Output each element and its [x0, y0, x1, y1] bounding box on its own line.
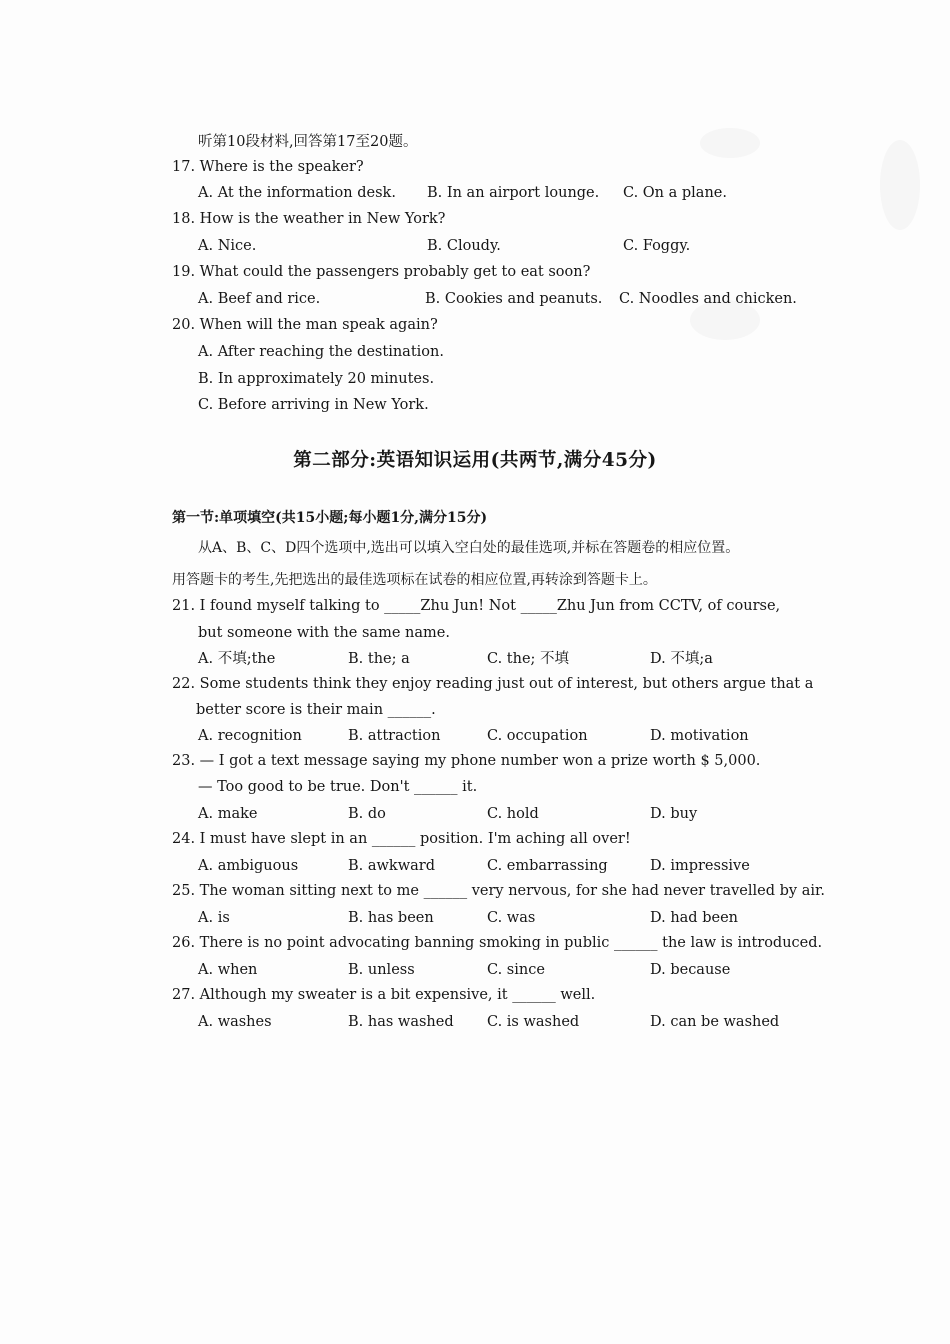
question-stem: 22. Some students think they enjoy reading just out of interest, but others argue that a	[172, 676, 814, 692]
option: D. buy	[650, 806, 698, 822]
section-title: 第一节:单项填空(共15小题;每小题1分,满分15分)	[172, 510, 488, 526]
instructions-line: 从A、B、C、D四个选项中,选出可以填入空白处的最佳选项,并标在答题卷的相应位置。	[198, 540, 740, 556]
question-stem: — Too good to be true. Don't ______ it.	[198, 779, 478, 795]
question-stem: 26. There is no point advocating banning smoking in public ______ the law is introduced.	[172, 935, 823, 951]
option: D. motivation	[650, 728, 749, 744]
option: B. In an airport lounge.	[427, 185, 600, 201]
option: C. On a plane.	[623, 185, 727, 201]
listening-intro: 听第10段材料,回答第17至20题。	[198, 134, 418, 150]
option: A. Beef and rice.	[198, 291, 321, 307]
question-stem: 17. Where is the speaker?	[172, 159, 364, 175]
option: B. Cloudy.	[427, 238, 501, 254]
question-stem: but someone with the same name.	[198, 625, 450, 641]
option: A. when	[198, 962, 258, 978]
question-stem: 18. How is the weather in New York?	[172, 211, 446, 227]
option: A. After reaching the destination.	[198, 344, 444, 360]
option: B. attraction	[348, 728, 441, 744]
option: D. because	[650, 962, 731, 978]
instructions-line: 用答题卡的考生,先把选出的最佳选项标在试卷的相应位置,再转涂到答题卡上。	[172, 572, 657, 588]
option: A. Nice.	[198, 238, 257, 254]
option: C. was	[487, 910, 536, 926]
question-stem: better score is their main ______.	[196, 702, 436, 718]
option: B. unless	[348, 962, 415, 978]
question-stem: 19. What could the passengers probably get to eat soon?	[172, 264, 591, 280]
question-stem: 21. I found myself talking to _____Zhu Jun! Not _____Zhu Jun from CCTV, of course,	[172, 598, 781, 614]
part-title: 第二部分:英语知识运用(共两节,满分45分)	[293, 450, 657, 471]
question-stem: 24. I must have slept in an ______ position. I'm aching all over!	[172, 831, 631, 847]
option: D. impressive	[650, 858, 750, 874]
option: C. occupation	[487, 728, 588, 744]
option: B. has washed	[348, 1014, 454, 1030]
option: C. Foggy.	[623, 238, 691, 254]
scan-noise	[880, 140, 920, 230]
option: C. is washed	[487, 1014, 580, 1030]
option: B. awkward	[348, 858, 435, 874]
option: D. 不填;a	[650, 651, 713, 667]
option: B. Cookies and peanuts.	[425, 291, 603, 307]
option: C. Before arriving in New York.	[198, 397, 429, 413]
option: A. recognition	[198, 728, 302, 744]
option: D. can be washed	[650, 1014, 780, 1030]
option: A. is	[198, 910, 230, 926]
option: A. ambiguous	[198, 858, 299, 874]
option: B. has been	[348, 910, 434, 926]
question-stem: 27. Although my sweater is a bit expensive, it ______ well.	[172, 987, 596, 1003]
option: C. the; 不填	[487, 651, 570, 667]
option: B. the; a	[348, 651, 410, 667]
option: C. since	[487, 962, 545, 978]
question-stem: 23. — I got a text message saying my phone number won a prize worth $ 5,000.	[172, 753, 761, 769]
question-stem: 20. When will the man speak again?	[172, 317, 438, 333]
option: A. 不填;the	[198, 651, 276, 667]
option: C. Noodles and chicken.	[619, 291, 797, 307]
scan-noise	[700, 128, 760, 158]
option: B. In approximately 20 minutes.	[198, 371, 435, 387]
option: C. hold	[487, 806, 539, 822]
option: B. do	[348, 806, 386, 822]
option: A. washes	[198, 1014, 272, 1030]
option: C. embarrassing	[487, 858, 608, 874]
option: A. make	[198, 806, 258, 822]
option: D. had been	[650, 910, 738, 926]
option: A. At the information desk.	[198, 185, 396, 201]
question-stem: 25. The woman sitting next to me ______ very nervous, for she had never travelled by air.	[172, 883, 825, 899]
